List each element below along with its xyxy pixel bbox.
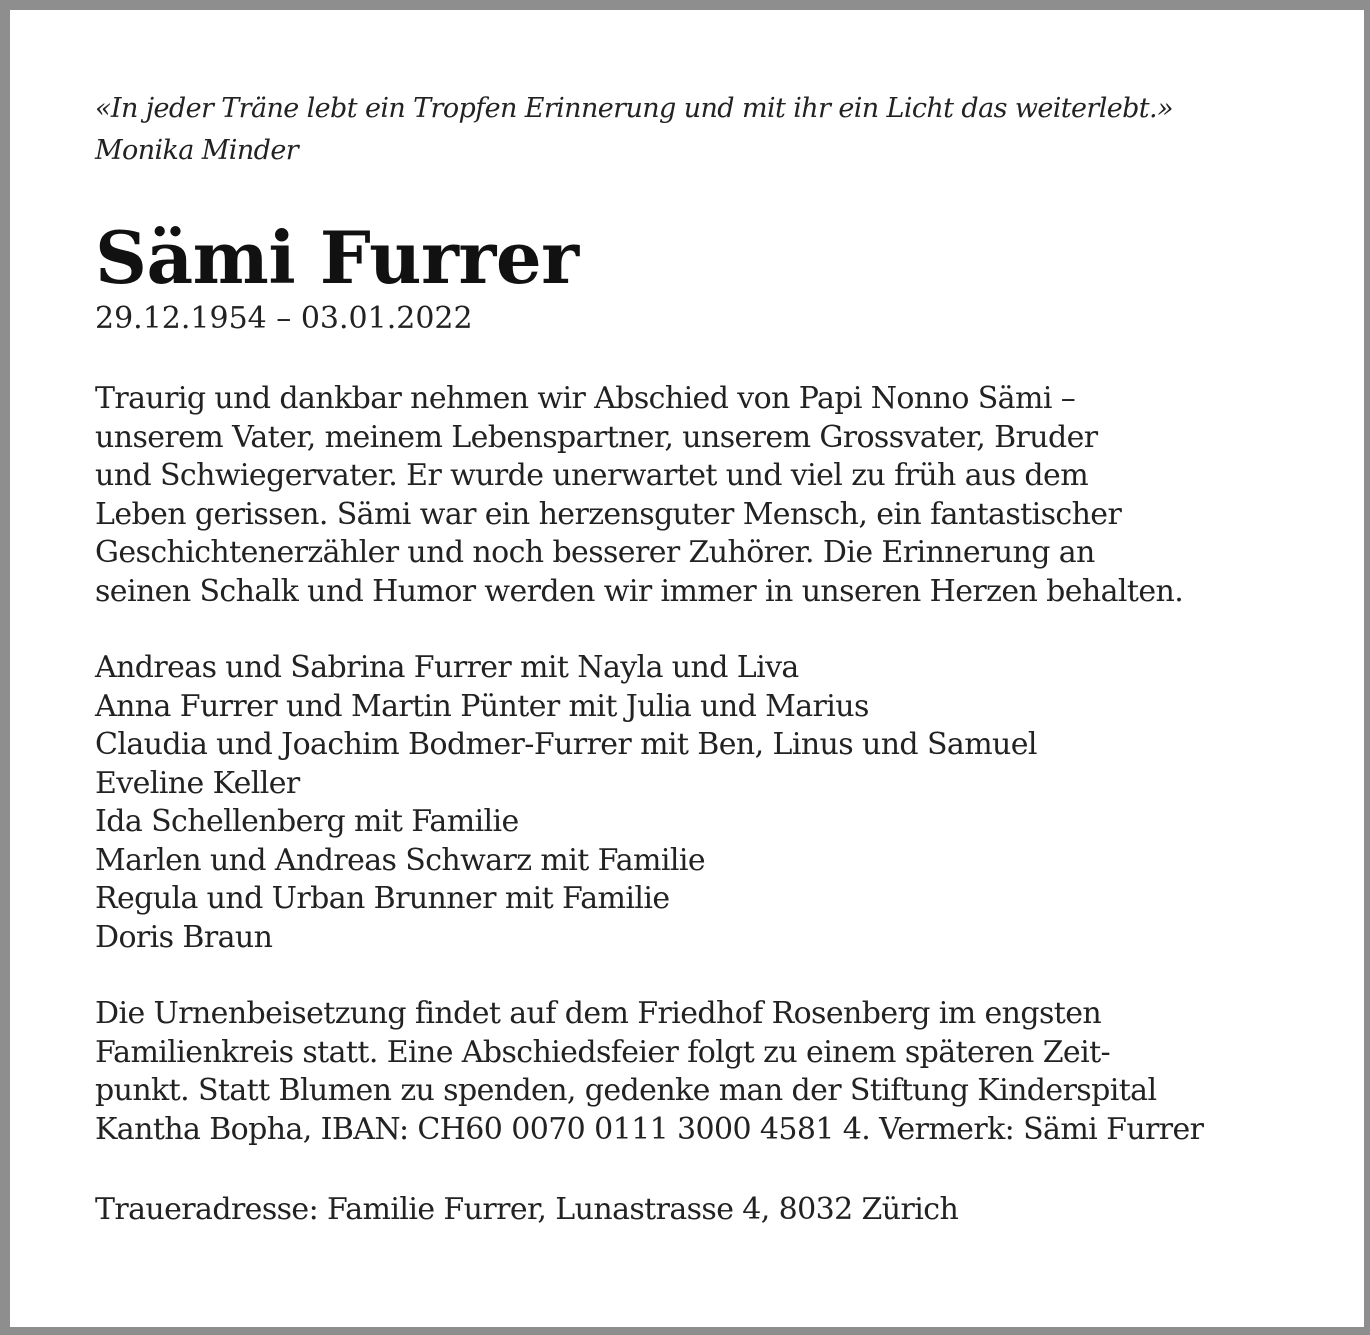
mourner-entry: Claudia und Joachim Bodmer-Furrer mit Ben, Linus und Samuel (95, 727, 1037, 762)
mourner-entry: Doris Braun (95, 919, 273, 955)
mourner-entry: Andreas und Sabrina Furrer mit Nayla und Liva (95, 650, 799, 685)
burial-line: Die Urnenbeisetzung findet auf dem Friedhof Rosenberg im engsten (95, 996, 1102, 1031)
obituary-content (95, 88, 1335, 1230)
mourner-entry: Regula und Urban Brunner mit Familie (95, 881, 670, 916)
intro-line: unserem Vater, meinem Lebenspartner, unserem Grossvater, Bruder (95, 419, 1098, 455)
mourning-address: Traueradresse: Familie Furrer, Lunastrasse 4, 8032 Zürich (95, 1192, 959, 1227)
intro-line: Geschichtenerzähler und noch besserer Zuhörer. Die Erinnerung an (95, 535, 1095, 570)
mourner-entry: Marlen und Andreas Schwarz mit Familie (95, 842, 706, 878)
burial-paragraph (95, 995, 1335, 1149)
intro-line: seinen Schalk und Humor werden wir immer in unseren Herzen behalten. (95, 573, 1184, 609)
quote-author: Monika Minder (95, 135, 299, 166)
mourner-entry: Eveline Keller (95, 765, 300, 801)
burial-line: punkt. Statt Blumen zu spenden, gedenke man der Stiftung Kinderspital (95, 1073, 1157, 1108)
intro-paragraph (95, 380, 1335, 611)
quote-block (95, 88, 1335, 172)
intro-line: Leben gerissen. Sämi war ein herzensguter Mensch, ein fantastischer (95, 496, 1122, 532)
burial-line: Familienkreis statt. Eine Abschiedsfeier folgt zu einem späteren Zeit- (95, 1034, 1111, 1070)
obituary-page (10, 10, 1364, 1327)
intro-line: und Schwiegervater. Er wurde unerwartet und viel zu früh aus dem (95, 458, 1089, 493)
deceased-name: Sämi Furrer (95, 215, 579, 300)
burial-line: Kantha Bopha, IBAN: CH60 0070 0111 3000 4581 4. Vermerk: Sämi Furrer (95, 1111, 1204, 1147)
quote-text: «In jeder Träne lebt ein Tropfen Erinnerung und mit ihr ein Licht das weiterlebt.» (95, 93, 1173, 124)
mourners-list (95, 649, 1335, 957)
mourner-entry: Anna Furrer und Martin Pünter mit Julia und Marius (95, 688, 869, 724)
life-dates: 29.12.1954 – 03.01.2022 (95, 301, 473, 336)
intro-line: Traurig und dankbar nehmen wir Abschied von Papi Nonno Sämi – (95, 381, 1076, 416)
mourner-entry: Ida Schellenberg mit Familie (95, 804, 519, 839)
